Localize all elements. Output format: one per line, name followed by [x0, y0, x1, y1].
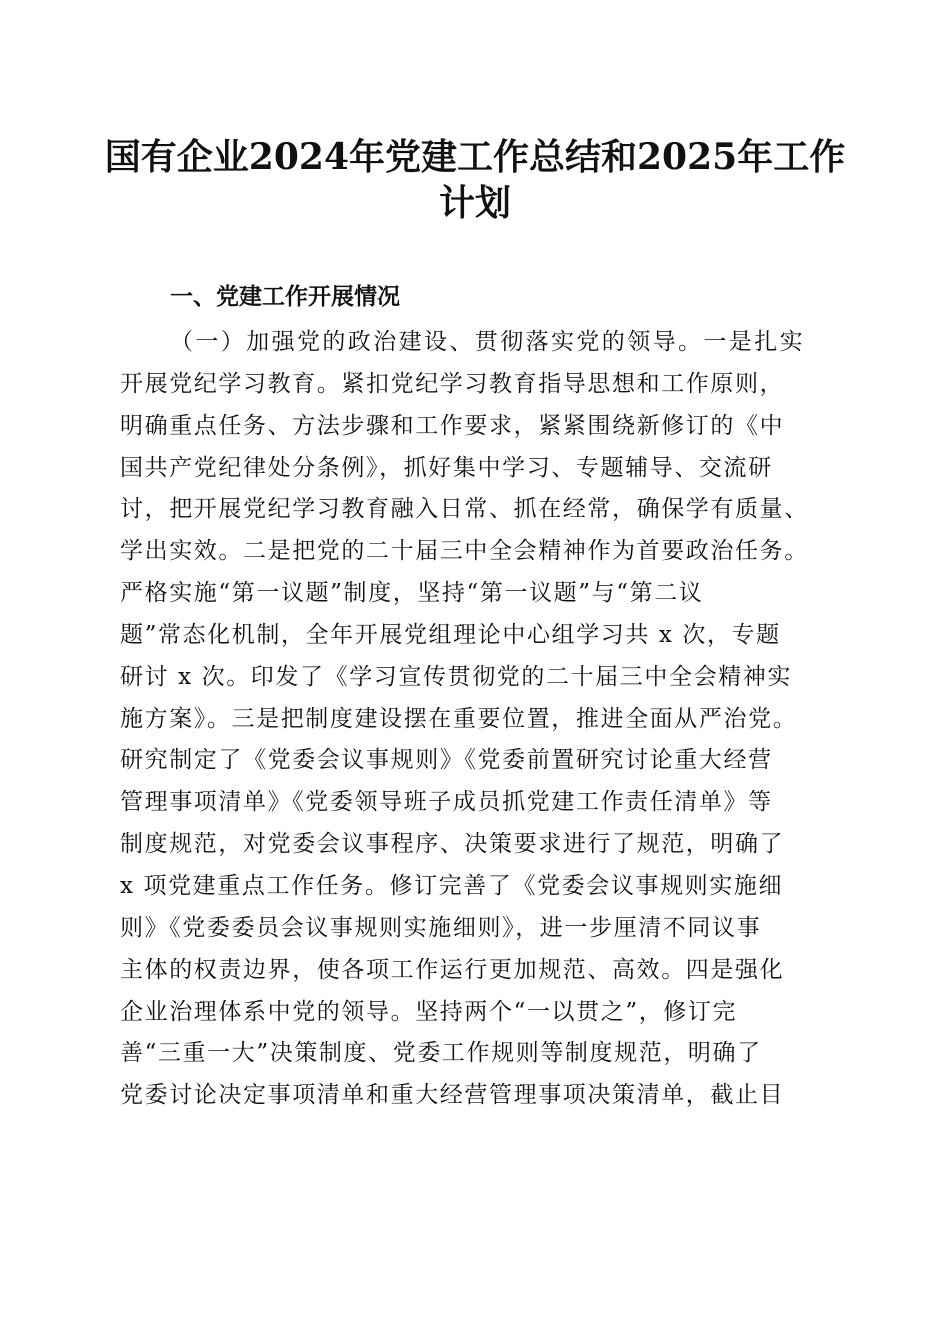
paragraph-line: 严格实施“第一议题”制度，坚持“第一议题”与“第二议 [120, 580, 704, 607]
paragraph-line: 研讨 x 次。印发了《学习宣传贯彻党的二十届三中全会精神实 [120, 663, 792, 690]
paragraph-line: 讨，把开展党纪学习教育融入日常、抓在经常，确保学有质量、 [120, 496, 809, 523]
document-title [100, 134, 850, 226]
paragraph-line: 则》《党委委员会议事规则实施细则》，进一步厘清不同议事 [120, 914, 762, 941]
paragraph-line: 学出实效。二是把党的二十届三中全会精神作为首要政治任务。 [120, 538, 809, 565]
paragraph-line: 善“三重一大”决策制度、党委工作规则等制度规范，明确了 [120, 1040, 762, 1067]
title-line-2: 计划 [438, 182, 511, 224]
paragraph-line: 国共产党纪律处分条例》，抓好集中学习、专题辅导、交流研 [120, 454, 773, 481]
section-heading: 一、党建工作开展情况 [170, 284, 400, 310]
paragraph-line: 企业治理体系中党的领导。坚持两个“一以贯之”，修订完 [120, 998, 738, 1025]
paragraph-line: 制度规范，对党委会议事程序、决策要求进行了规范，明确了 [120, 831, 785, 858]
paragraph-line: 施方案》。三是把制度建设摆在重要位置，推进全面从严治党。 [120, 705, 798, 732]
paragraph-line: 党委讨论决定事项清单和重大经营管理事项决策清单，截止目 [120, 1082, 785, 1109]
paragraph-line: x 项党建重点工作任务。修订完善了《党委会议事规则实施细 [120, 872, 784, 899]
paragraph-line: 主体的权责边界，使各项工作运行更加规范、高效。四是强化 [120, 956, 785, 983]
paragraph-line: 研究制定了《党委会议事规则》《党委前置研究讨论重大经营 [120, 747, 773, 774]
paragraph-line: 管理事项清单》《党委领导班子成员抓党建工作责任清单》等 [120, 789, 773, 816]
paragraph-line: 题”常态化机制，全年开展党组理论中心组学习共 x 次，专题 [120, 621, 781, 648]
body-paragraph [120, 322, 840, 1117]
paragraph-line: （一）加强党的政治建设、贯彻落实党的领导。一是扎实 [170, 329, 805, 355]
title-line-1: 国有企业2024年党建工作总结和2025年工作 [104, 136, 846, 178]
paragraph-line: 明确重点任务、方法步骤和工作要求，紧紧围绕新修订的《中 [120, 412, 785, 439]
paragraph-line: 开展党纪学习教育。紧扣党纪学习教育指导思想和工作原则， [120, 370, 785, 397]
